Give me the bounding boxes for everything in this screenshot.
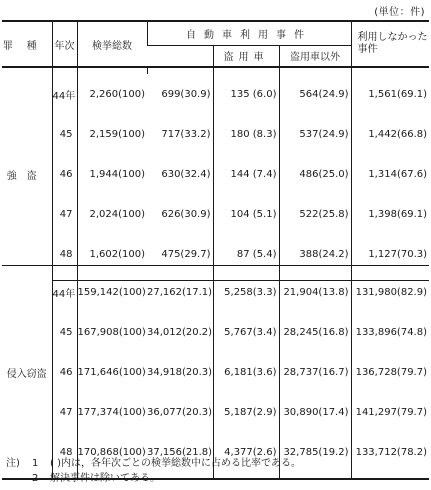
not-used-cell: 1,561(69.1) — [351, 74, 429, 114]
stolen-car-cell: 5,767(3.4) — [213, 312, 279, 352]
table-row — [2, 352, 429, 392]
header-stolen-car: 盗用車 — [213, 45, 279, 67]
non-stolen-cell: 388(24.2) — [279, 234, 351, 274]
year-cell: 44年 — [52, 74, 77, 114]
year-cell: 48 — [52, 234, 77, 274]
total-cell: 1,944(100) — [77, 154, 147, 194]
stolen-car-cell: 5,187(2.9) — [213, 392, 279, 432]
year-cell: 46 — [52, 154, 77, 194]
total-cell: 159,142(100) — [77, 272, 147, 312]
header-car-group: 自動車利用事件 — [147, 21, 351, 45]
total-cell: 167,908(100) — [77, 312, 147, 352]
header-car-total-blank — [147, 45, 213, 67]
non-stolen-cell: 32,785(19.2) — [279, 432, 351, 472]
year-cell: 47 — [52, 392, 77, 432]
header-not-used: 利用しなかった事件 — [351, 21, 429, 67]
non-stolen-cell: 28,245(16.8) — [279, 312, 351, 352]
year-cell: 45 — [52, 114, 77, 154]
year-cell: 44年 — [52, 272, 77, 312]
non-stolen-cell: 537(24.9) — [279, 114, 351, 154]
total-cell: 2,024(100) — [77, 194, 147, 234]
note-item — [6, 456, 301, 471]
table-row — [2, 194, 429, 234]
not-used-cell: 136,728(79.7) — [351, 352, 429, 392]
not-used-cell: 141,297(79.7) — [351, 392, 429, 432]
stolen-car-cell: 5,258(3.3) — [213, 272, 279, 312]
header-non-stolen: 盗用車以外 — [279, 45, 351, 67]
stolen-car-cell: 104 (5.1) — [213, 194, 279, 234]
not-used-cell: 1,398(69.1) — [351, 194, 429, 234]
table-row — [2, 392, 429, 432]
non-stolen-cell: 522(25.8) — [279, 194, 351, 234]
stolen-car-cell: 4,377(2.6) — [213, 432, 279, 472]
stolen-car-cell: 87 (5.4) — [213, 234, 279, 274]
total-cell: 2,159(100) — [77, 114, 147, 154]
total-cell: 170,868(100) — [77, 432, 147, 472]
not-used-cell: 1,442(66.8) — [351, 114, 429, 154]
year-cell: 47 — [52, 194, 77, 234]
table-row — [2, 154, 429, 194]
car-total-cell: 626(30.9) — [161, 208, 211, 220]
non-stolen-cell: 486(25.0) — [279, 154, 351, 194]
non-stolen-cell: 30,890(17.4) — [279, 392, 351, 432]
note-item — [6, 471, 301, 486]
header-crime: 罪種 — [2, 21, 52, 67]
stolen-car-cell: 6,181(3.6) — [213, 352, 279, 392]
table-notes — [6, 456, 301, 486]
total-cell: 1,602(100) — [77, 234, 147, 274]
year-cell: 45 — [52, 312, 77, 352]
crime-statistics-table-lower — [2, 265, 429, 480]
table-row — [2, 272, 429, 312]
non-stolen-cell: 21,904(13.8) — [279, 272, 351, 312]
not-used-cell: 133,712(78.2) — [351, 432, 429, 472]
car-total-cell: 699(30.9) — [161, 88, 211, 100]
note-lead: 注) — [6, 458, 20, 469]
note-number: 1 — [32, 458, 39, 469]
header-year: 年次 — [52, 21, 77, 67]
stolen-car-cell: 180 (8.3) — [213, 114, 279, 154]
year-cell: 46 — [52, 352, 77, 392]
car-total-cell: 36,077(20.3) — [147, 406, 213, 418]
note-text: ( )内は，各年次ごとの検挙総数中に占める比率である。 — [50, 458, 301, 469]
crime-label-burglary: 侵入窃盗 — [2, 266, 52, 480]
table-row — [2, 312, 429, 352]
car-total-cell: 34,918(20.3) — [147, 366, 213, 378]
car-total-cell: 630(32.4) — [161, 168, 211, 180]
table-row — [2, 74, 429, 114]
car-total-cell: 475(29.7) — [161, 248, 211, 260]
total-cell: 171,646(100) — [77, 352, 147, 392]
car-total-cell: 34,012(20.2) — [147, 326, 213, 338]
crime-label-robbery: 強盗 — [6, 170, 47, 182]
table-row — [2, 114, 429, 154]
note-number: 2 — [32, 473, 39, 484]
stolen-car-cell: 135 (6.0) — [213, 74, 279, 114]
non-stolen-cell: 564(24.9) — [279, 74, 351, 114]
year-cell: 48 — [52, 432, 77, 472]
not-used-cell: 1,314(67.6) — [351, 154, 429, 194]
car-total-cell: 717(33.2) — [161, 128, 211, 140]
unit-label: (単位：件) — [374, 7, 425, 18]
not-used-cell: 133,896(74.8) — [351, 312, 429, 352]
header-total: 検挙総数 — [77, 21, 147, 67]
non-stolen-cell: 28,737(16.7) — [279, 352, 351, 392]
not-used-cell: 131,980(82.9) — [351, 272, 429, 312]
stolen-car-cell: 144 (7.4) — [213, 154, 279, 194]
car-total-cell: 27,162(17.1) — [147, 286, 213, 298]
note-text: 解決事件は除いてある。 — [50, 473, 160, 484]
total-cell: 177,374(100) — [77, 392, 147, 432]
crime-statistics-table — [2, 20, 429, 281]
car-total-cell: 37,156(21.8) — [147, 446, 213, 458]
total-cell: 2,260(100) — [77, 74, 147, 114]
not-used-cell: 1,127(70.3) — [351, 234, 429, 274]
